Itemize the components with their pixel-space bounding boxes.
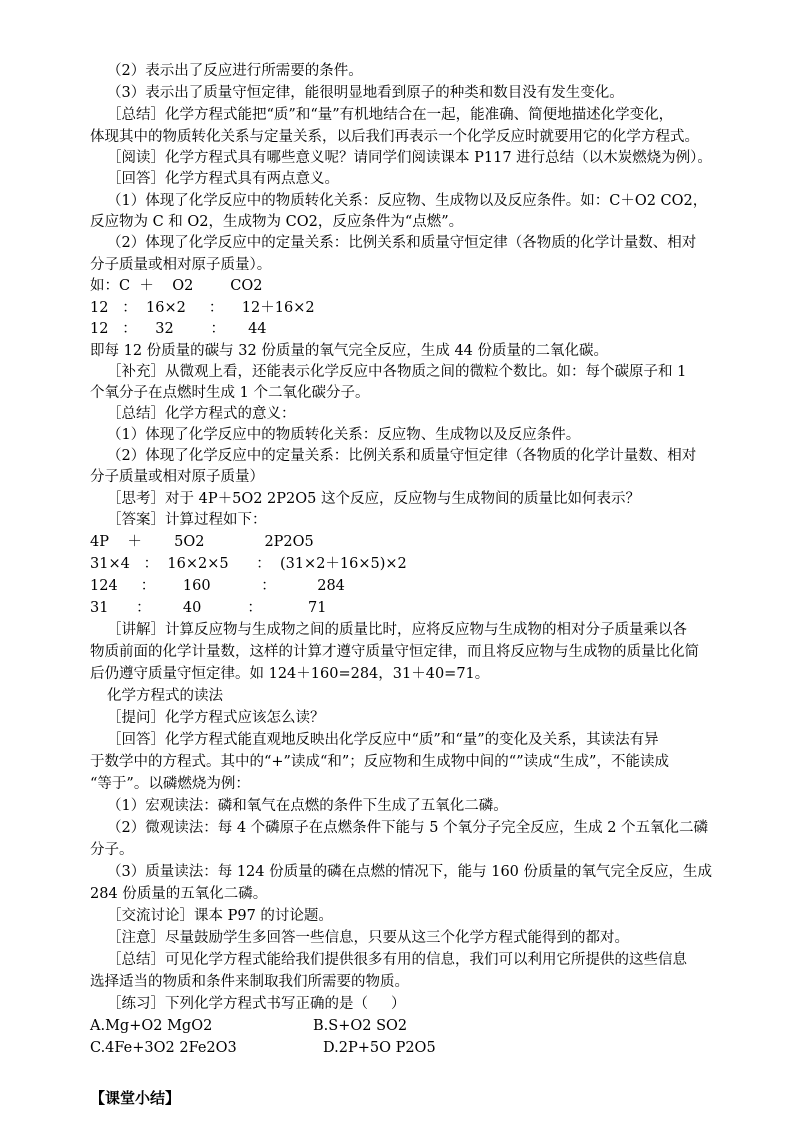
text-line: （3）表示出了质量守恒定律，能很明显地看到原子的种类和数目没有发生变化。 [107, 85, 624, 101]
text-line: 即每 12 份质量的碳与 32 份质量的氧气完全反应，生成 44 份质量的二氧化碳。 [90, 343, 609, 359]
equation-line: 31×4 ： 16×2×5 ： (31×2＋16×5)×2 [90, 556, 407, 572]
text-line: ［补充］从微观上看，还能表示化学反应中各物质之间的微粒个数比。如：每个碳原子和 1 [107, 364, 687, 380]
text-line: （2）体现了化学反应中的定量关系：比例关系和质量守恒定律（各物质的化学计量数、相对 [107, 448, 697, 464]
text-line: ［思考］对于 4P＋5O2 2P2O5 这个反应，反应物与生成物间的质量比如何表示？ [107, 491, 640, 507]
equation-line: 31 ： 40 ： 71 [90, 600, 327, 616]
text-line: （2）微观读法：每 4 个磷原子在点燃条件下能与 5 个氧分子完全反应，生成 2 个五氧化二磷 [107, 820, 709, 836]
text-line: “等于”。以磷燃烧为例： [90, 776, 250, 792]
option-c: C.4Fe+3O2 2Fe2O3 [90, 1040, 237, 1056]
text-line: ［答案］计算过程如下： [107, 512, 267, 528]
text-line: 物质前面的化学计量数，这样的计算才遵守质量守恒定律，而且将反应物与生成物的质量比化简 [90, 644, 699, 660]
text-line: （1）体现了化学反应中的物质转化关系：反应物、生成物以及反应条件。如：C＋O2 CO2， [107, 193, 708, 209]
option-d: D.2P+5O P2O5 [323, 1040, 436, 1056]
text-line: 分子质量或相对原子质量）。 [90, 257, 272, 273]
text-line: 后仍遵守质量守恒定律。如 124＋160=284，31＋40=71。 [90, 666, 490, 682]
text-line: ［回答］化学方程式能直观地反映出化学反应中“质”和“量”的变化及关系，其读法有异 [107, 732, 659, 748]
text-line: ［提问］化学方程式应该怎么读？ [107, 710, 325, 726]
text-line: （2）表示出了反应进行所需要的条件。 [107, 63, 363, 79]
equation-line: 4P ＋ 5O2 2P2O5 [90, 534, 314, 550]
option-b: B.S+O2 SO2 [313, 1018, 408, 1034]
text-line: ［交流讨论］课本 P97 的讨论题。 [107, 908, 333, 924]
option-a: A.Mg+O2 MgO2 [90, 1018, 213, 1034]
text-line: 个氧分子在点燃时生成 1 个二氧化碳分子。 [90, 385, 370, 401]
text-line: （3）质量读法：每 124 份质量的磷在点燃的情况下，能与 160 份质量的氧气完全反应，生成 [107, 864, 713, 880]
text-line: ［注意］尽量鼓励学生多回答一些信息，只要从这三个化学方程式能得到的都对。 [107, 930, 629, 946]
question-line: ［练习］下列化学方程式书写正确的是（ ） [107, 996, 406, 1012]
text-line: （1）体现了化学反应中的物质转化关系：反应物、生成物以及反应条件。 [107, 427, 581, 443]
text-line: （2）体现了化学反应中的定量关系：比例关系和质量守恒定律（各物质的化学计量数、相对 [107, 235, 697, 251]
text-line: ［讲解］计算反应物与生成物之间的质量比时，应将反应物与生成物的相对分子质量乘以各 [107, 622, 687, 638]
section-title: 化学方程式的读法 [107, 688, 223, 704]
text-line: ［总结］可见化学方程式能给我们提供很多有用的信息，我们可以利用它所提供的这些信息 [107, 952, 687, 968]
text-line: 分子。 [90, 842, 134, 858]
text-line: 284 份质量的五氧化二磷。 [90, 886, 268, 902]
equation-line: 124 ： 160 ： 284 [90, 578, 345, 594]
text-line: （1）宏观读法：磷和氧气在点燃的条件下生成了五氧化二磷。 [107, 798, 508, 814]
text-line: 反应物为 C 和 O2，生成物为 CO2，反应条件为“点燃”。 [90, 214, 464, 230]
equation-line: 如：C ＋ O2 CO2 [90, 278, 263, 294]
equation-line: 12 ： 16×2 ： 12＋16×2 [90, 300, 315, 316]
text-line: ［总结］化学方程式的意义： [107, 406, 296, 422]
text-line: 体现其中的物质转化关系与定量关系，以后我们再表示一个化学反应时就要用它的化学方程式。 [90, 129, 699, 145]
text-line: ［阅读］化学方程式具有哪些意义呢？请同学们阅读课本 P117 进行总结（以木炭燃烧为例）。 [107, 150, 712, 166]
text-line: ［总结］化学方程式能把“质”和“量”有机地结合在一起，能准确、简便地描述化学变化， [107, 107, 674, 123]
summary-heading: 【课堂小结】 [90, 1089, 181, 1107]
text-line: ［回答］化学方程式具有两点意义。 [107, 171, 339, 187]
text-line: 分子质量或相对原子质量） [90, 469, 264, 485]
text-line: 于数学中的方程式。其中的“+”读成“和”；反应物和生成物中间的“”读成“生成”，不能读成 [90, 754, 669, 770]
text-line: 选择适当的物质和条件来制取我们所需要的物质。 [90, 974, 409, 990]
equation-line: 12 ： 32 ： 44 [90, 321, 267, 337]
